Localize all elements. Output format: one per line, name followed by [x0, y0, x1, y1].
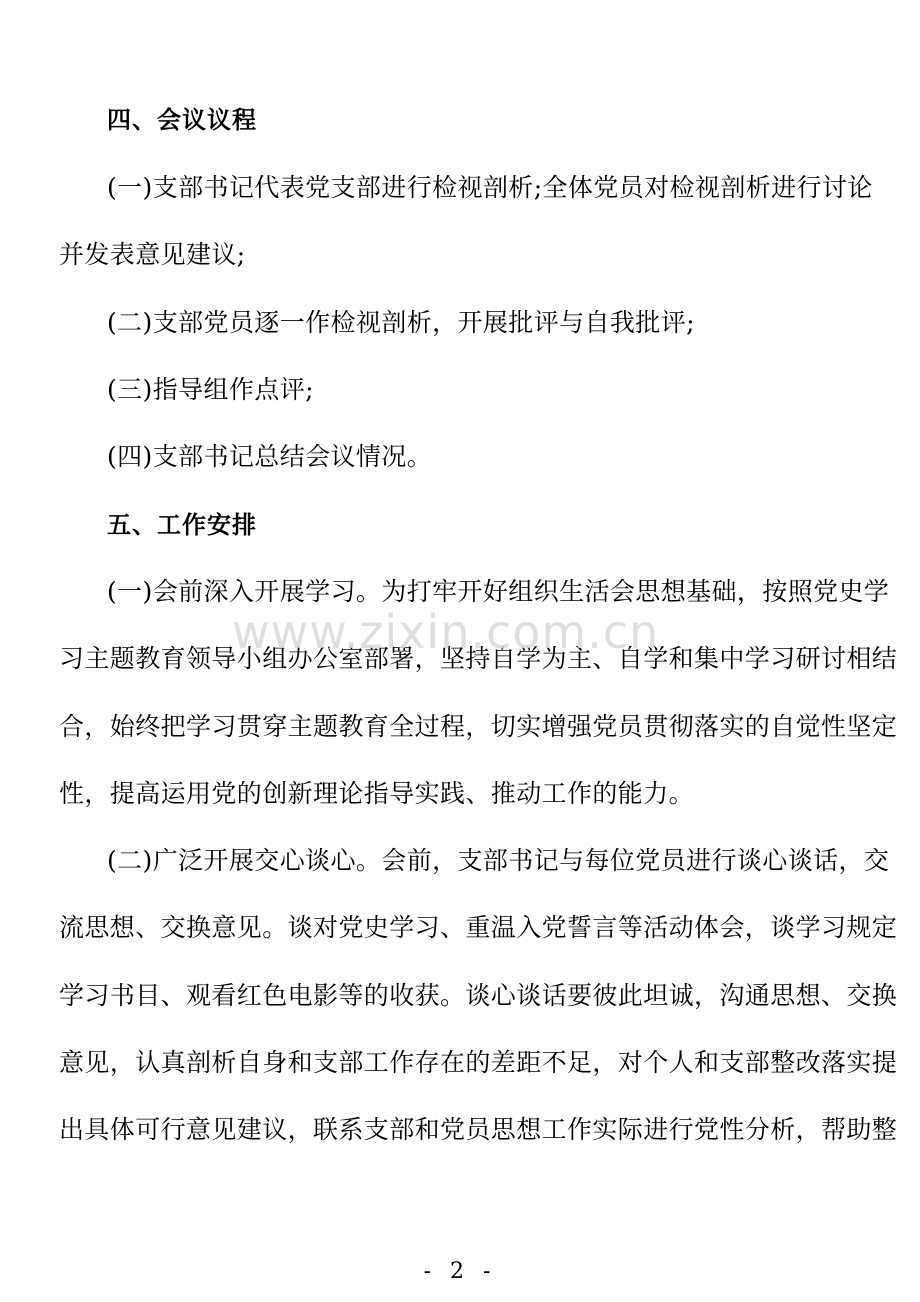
- work-item-2-line-3: 学习书目、观看红色电影等的收获。谈心谈话要彼此坦诚，沟通思想、交换: [59, 981, 898, 1010]
- work-item-2-line-2: 流思想、交换意见。谈对党史学习、重温入党誓言等活动体会，谈学习规定: [59, 913, 898, 942]
- work-item-1-line-3: 合，始终把学习贯穿主题教育全过程，切实增强党员贯彻落实的自觉性坚定: [59, 712, 898, 741]
- agenda-item-3: (三)指导组作点评;: [107, 375, 314, 404]
- work-item-2-line-4: 意见，认真剖析自身和支部工作存在的差距不足，对个人和支部整改落实提: [59, 1048, 898, 1077]
- work-item-1-line-2: 习主题教育领导小组办公室部署，坚持自学为主、自学和集中学习研讨相结: [59, 644, 898, 673]
- section-5-heading: 五、工作安排: [107, 511, 257, 539]
- section-4-heading: 四、会议议程: [107, 106, 257, 134]
- work-item-2-line-1: (二)广泛开展交心谈心。会前，支部书记与每位党员进行谈心谈话，交: [107, 846, 890, 875]
- agenda-item-1-line-2: 并发表意见建议;: [59, 240, 246, 269]
- agenda-item-4: (四)支部书记总结会议情况。: [107, 442, 433, 471]
- page-number: - 2 -: [423, 1259, 497, 1284]
- agenda-item-2: (二)支部党员逐一作检视剖析，开展批评与自我批评;: [107, 308, 695, 337]
- watermark: www.zixin.com.cn: [232, 605, 660, 659]
- work-item-2-line-5: 出具体可行意见建议，联系支部和党员思想工作实际进行党性分析，帮助整: [59, 1115, 898, 1144]
- agenda-item-1-line-1: (一)支部书记代表党支部进行检视剖析;全体党员对检视剖析进行讨论: [107, 173, 873, 202]
- work-item-1-line-1: (一)会前深入开展学习。为打牢开好组织生活会思想基础，按照党史学: [107, 577, 890, 606]
- work-item-1-line-4: 性，提高运用党的创新理论指导实践、推动工作的能力。: [59, 779, 695, 808]
